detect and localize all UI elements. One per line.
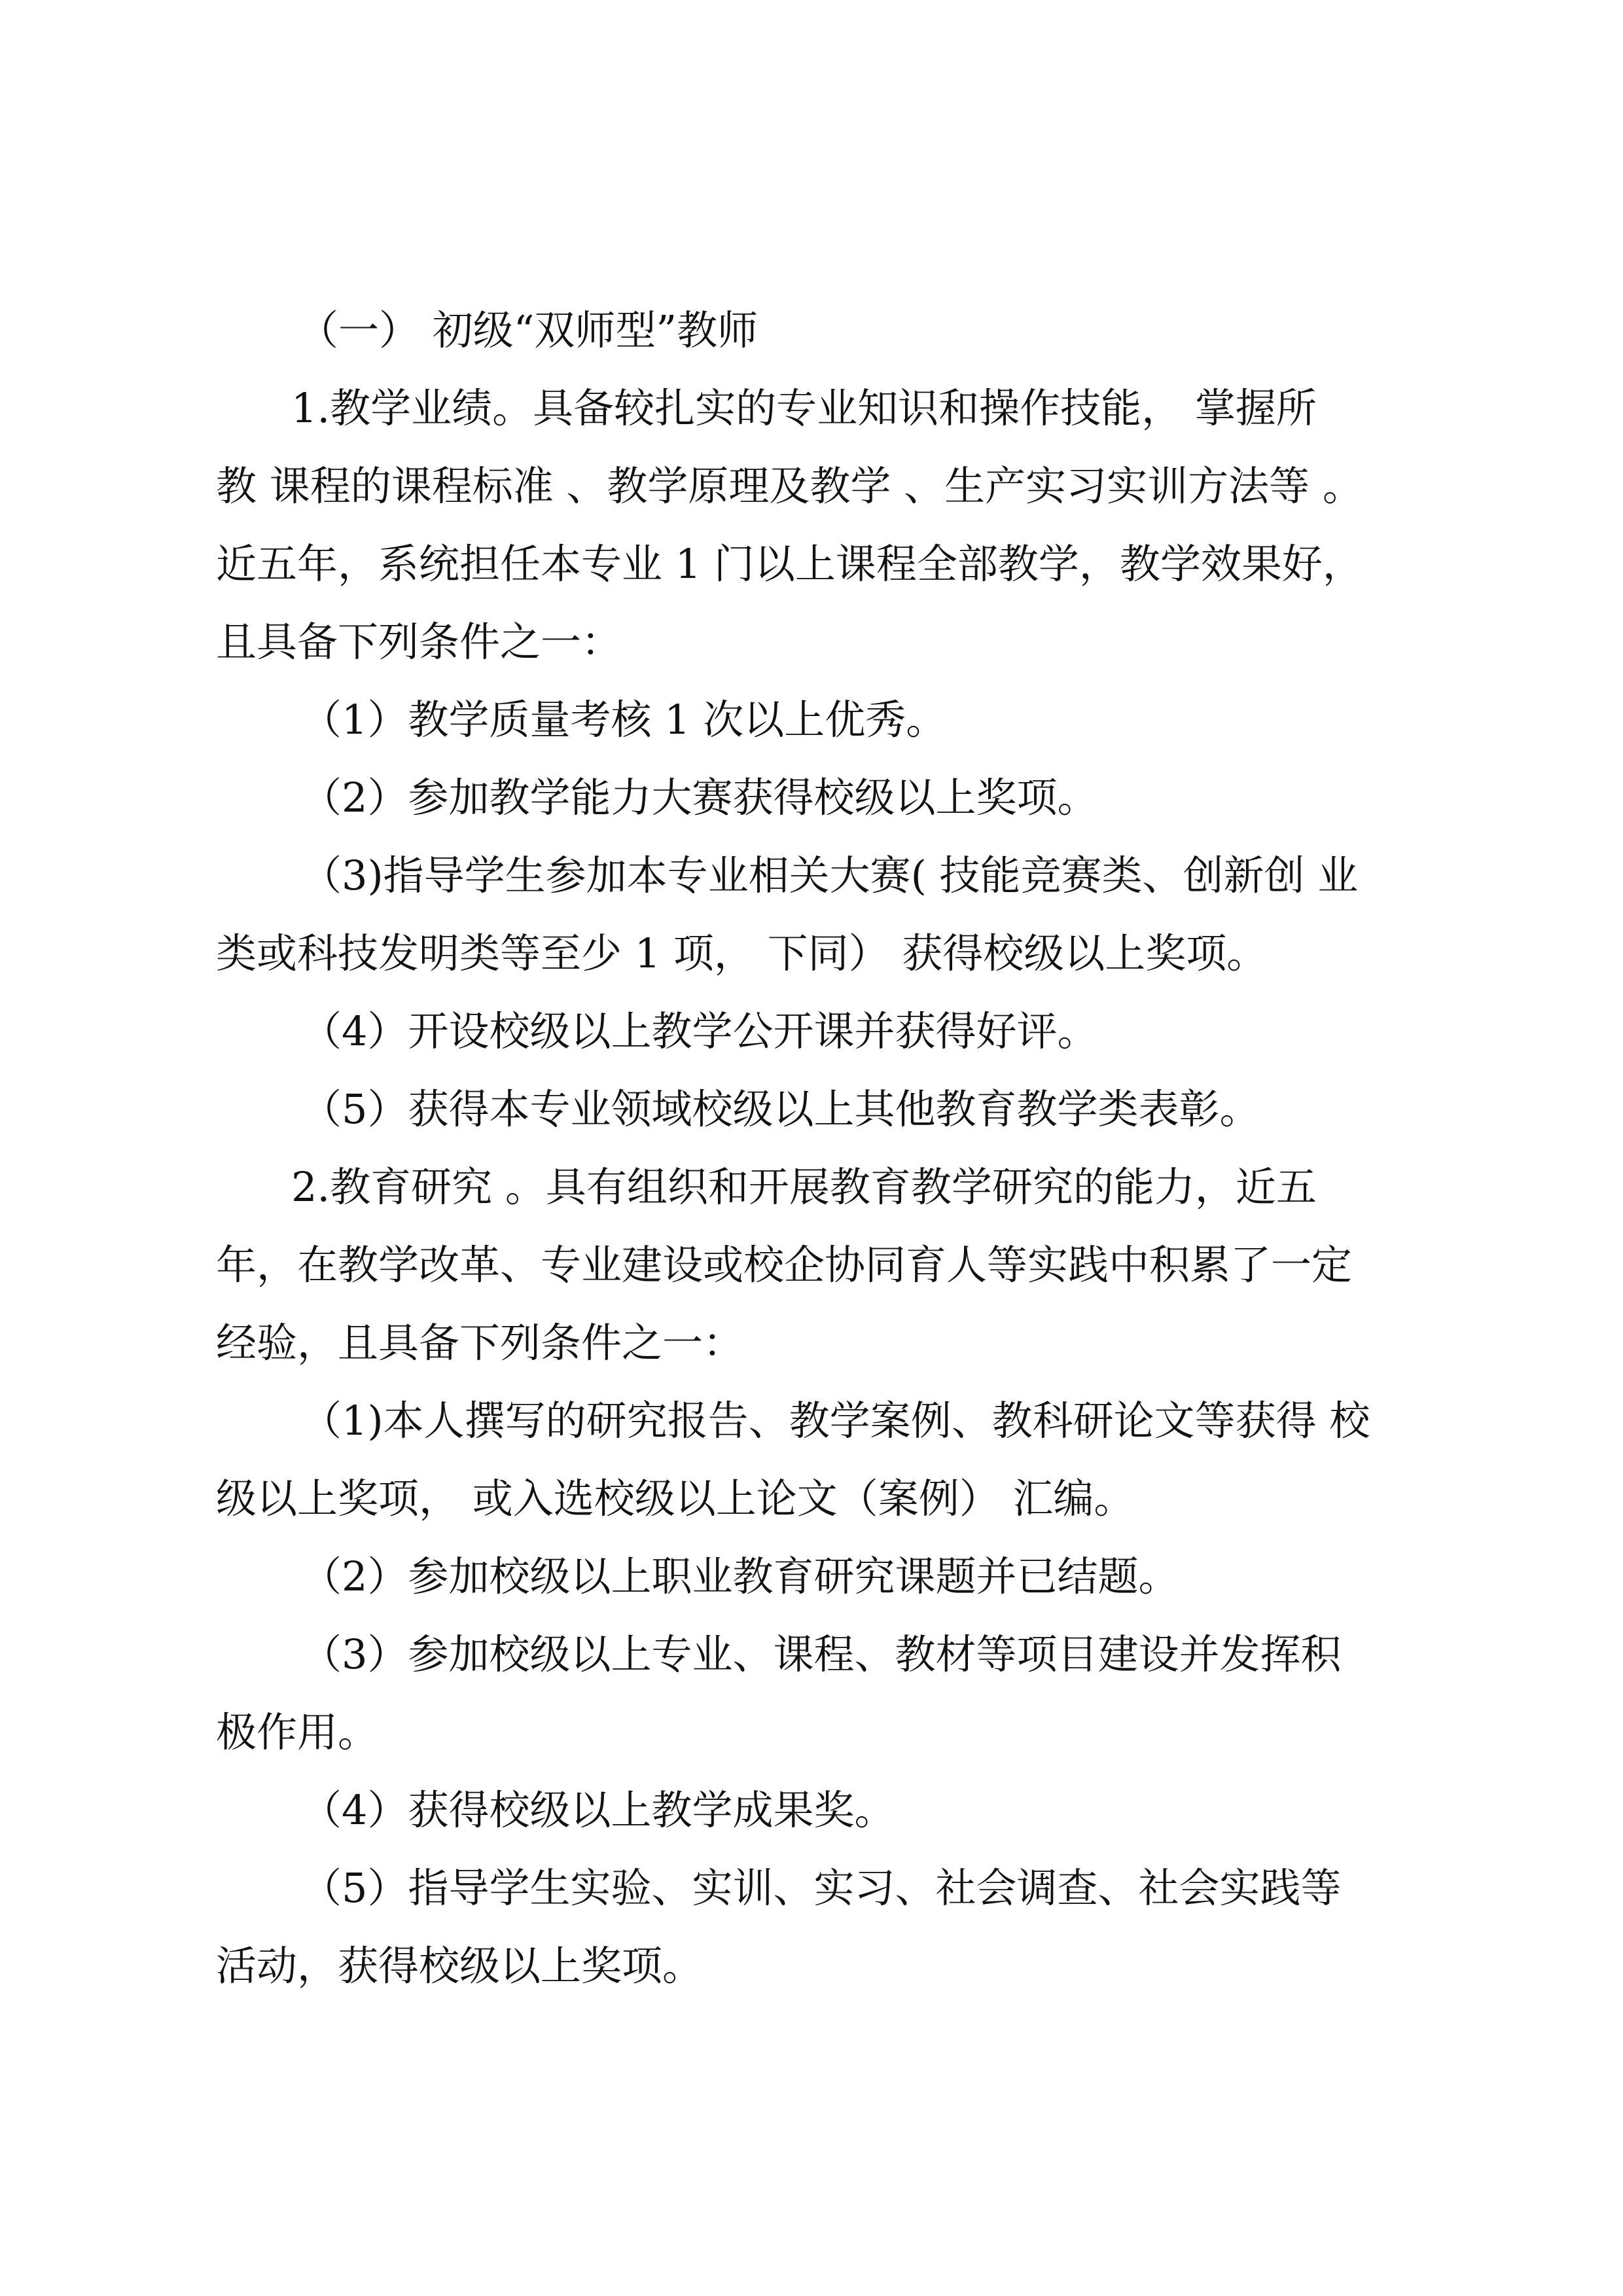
section1-item-4: （4）开设校级以上教学公开课并获得好评。 [301, 1007, 1098, 1055]
section2-item-4: （4）获得校级以上教学成果奖。 [301, 1786, 895, 1834]
section1-item-1: （1）教学质量考核 1 次以上优秀。 [301, 696, 947, 744]
section2-item-5-line-1: （5）指导学生实验、实训、实习、社会调查、社会实践等 [301, 1864, 1342, 1912]
section2-intro-line-1: 2.教育研究 。具有组织和开展教育教学研究的能力，近五 [291, 1163, 1317, 1211]
section2-item-1-line-2: 级以上奖项， 或入选校级以上论文（案例） 汇编。 [216, 1475, 1135, 1522]
section2-item-3-line-2: 极作用。 [216, 1708, 379, 1756]
section1-intro-line-4: 且具备下列条件之一： [216, 618, 622, 666]
section1-intro-line-2: 教 课程的课程标准 、教学原理及教学 、生产实习实训方法等 。 [216, 462, 1363, 510]
section-heading: （一） 初级“双师型”教师 [298, 306, 758, 354]
section1-item-2: （2）参加教学能力大赛获得校级以上奖项。 [301, 774, 1098, 821]
section2-item-2: （2）参加校级以上职业教育研究课题并已结题。 [301, 1552, 1179, 1600]
section2-intro-line-3: 经验，且具备下列条件之一： [216, 1319, 744, 1367]
section1-intro-line-1: 1.教学业绩。具备较扎实的专业知识和操作技能， 掌握所 [291, 384, 1317, 432]
section1-item-3-line-1: （3)指导学生参加本专业相关大赛( 技能竞赛类、创新创 业 [301, 852, 1359, 899]
section2-item-1-line-1: （1)本人撰写的研究报告、教学案例、教科研论文等获得 校 [301, 1397, 1370, 1444]
section1-item-5: （5）获得本专业领域校级以上其他教育教学类表彰。 [301, 1085, 1260, 1133]
section1-item-3-line-2: 类或科技发明类等至少 1 项， 下同） 获得校级以上奖项。 [216, 929, 1268, 977]
section2-item-5-line-2: 活动，获得校级以上奖项。 [216, 1942, 704, 1990]
section1-intro-line-3: 近五年，系统担任本专业 1 门以上课程全部教学，教学效果好， [216, 540, 1363, 588]
section2-item-3-line-1: （3）参加校级以上专业、课程、教材等项目建设并发挥积 [301, 1630, 1342, 1678]
section2-intro-line-2: 年，在教学改革、专业建设或校企协同育人等实践中积累了一定 [216, 1241, 1353, 1289]
